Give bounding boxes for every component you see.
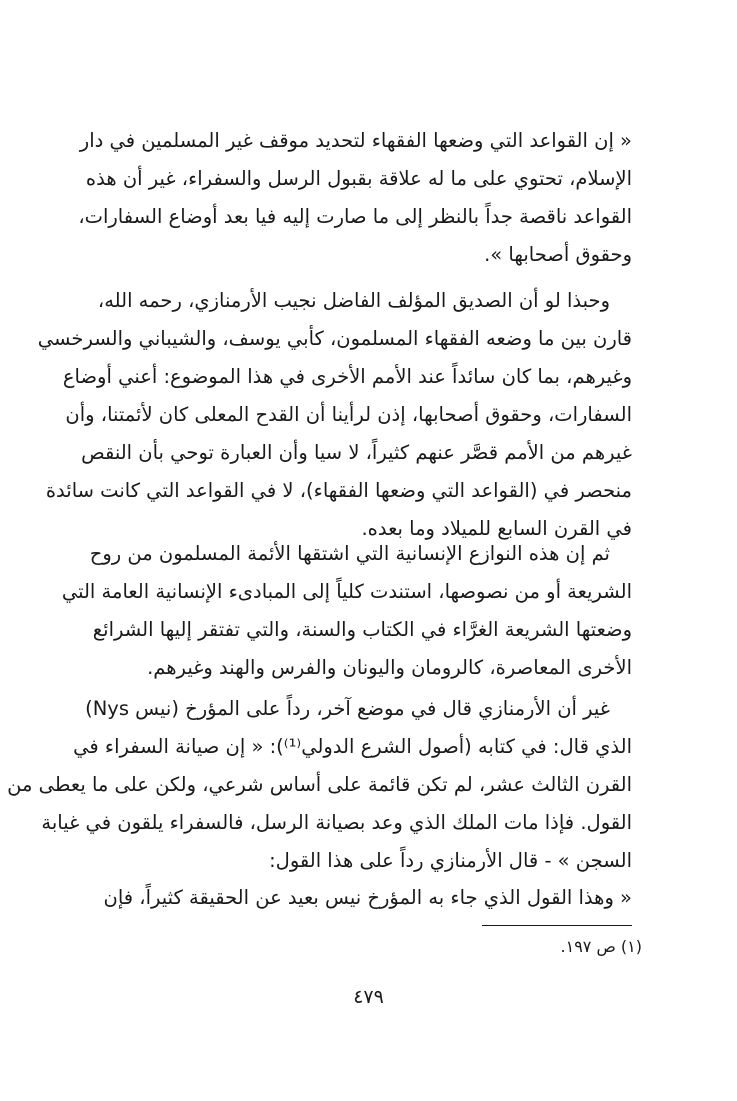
text-line: « وهذا القول الذي جاء به المؤرخ نيس بعيد عن الحقيقة كثيراً، فإن	[103, 886, 632, 909]
text-line: القواعد ناقصة جداً بالنظر إلى ما صارت إليه فيا بعد أوضاع السفارات،	[78, 205, 632, 228]
text-line: وغيرهم، بما كان سائداً عند الأمم الأخرى في هذا الموضوع: أعني أوضاع	[62, 365, 632, 388]
text-line: غير أن الأرمنازي قال في موضع آخر، رداً على المؤرخ (نيس Nys)	[85, 697, 610, 720]
text-line: غيرهم من الأمم قصَّر عنهم كثيراً، لا سيا وأن العبارة توحي بأن النقص	[81, 441, 632, 464]
paragraph-quote-nys	[104, 879, 632, 917]
text-line: وحبذا لو أن الصديق المؤلف الفاضل نجيب الأرمنازي، رحمه الله،	[97, 289, 610, 312]
footnote-divider	[482, 925, 632, 926]
text-line: منحصر في (القواعد التي وضعها الفقهاء)، لا في القواعد التي كانت سائدة	[45, 479, 632, 502]
text-line: ثم إن هذه النوازع الإنسانية التي اشتقها الأئمة المسلمون من روح	[89, 542, 610, 565]
text-line: « إن القواعد التي وضعها الفقهاء لتحديد موقف غير المسلمين في دار	[79, 129, 632, 152]
text-line: الذي قال: في كتابه (أصول الشرع الدولي⁽¹⁾): « إن صيانة السفراء في	[73, 735, 632, 758]
text-line: الأخرى المعاصرة، كالرومان واليونان والفرس والهند وغيرهم.	[147, 656, 632, 679]
text-line: السجن » - قال الأرمنازي رداً على هذا القول:	[269, 849, 632, 872]
text-line: السفارات، وحقوق أصحابها، إذن لرأينا أن القدح المعلى كان لأئمتنا، وأن	[65, 403, 632, 426]
text-line: في القرن السابع للميلاد وما بعده.	[361, 517, 632, 540]
text-line: الإسلام، تحتوي على ما له علاقة بقبول الرسل والسفراء، غير أن هذه	[85, 167, 632, 190]
footnote: (١) ص ١٩٧.	[560, 937, 642, 956]
page-number: ٤٧٩	[353, 986, 384, 1008]
text-line: الشريعة أو من نصوصها، استندت كلياً إلى المبادىء الإنسانية العامة التي	[61, 580, 632, 603]
text-line: وضعتها الشريعة الغرَّاء في الكتاب والسنة، والتي تفتقر إليها الشرائع	[92, 618, 632, 641]
paragraph-humanitarian-principles	[61, 535, 632, 687]
text-line: القول. فإذا مات الملك الذي وعد بصيانة الرسل، فالسفراء يلقون في غيابة	[41, 811, 632, 834]
paragraph-nys-reply	[7, 690, 632, 880]
paragraph-armanazi-comparison	[37, 282, 632, 548]
text-line: قارن بين ما وضعه الفقهاء المسلمون، كأبي يوسف، والشيباني والسرخسي	[37, 327, 632, 350]
text-line: وحقوق أصحابها ».	[484, 243, 632, 266]
paragraph-quote-rules	[78, 122, 632, 274]
text-line: القرن الثالث عشر، لم تكن قائمة على أساس شرعي، ولكن على ما يعطى من	[7, 773, 632, 796]
